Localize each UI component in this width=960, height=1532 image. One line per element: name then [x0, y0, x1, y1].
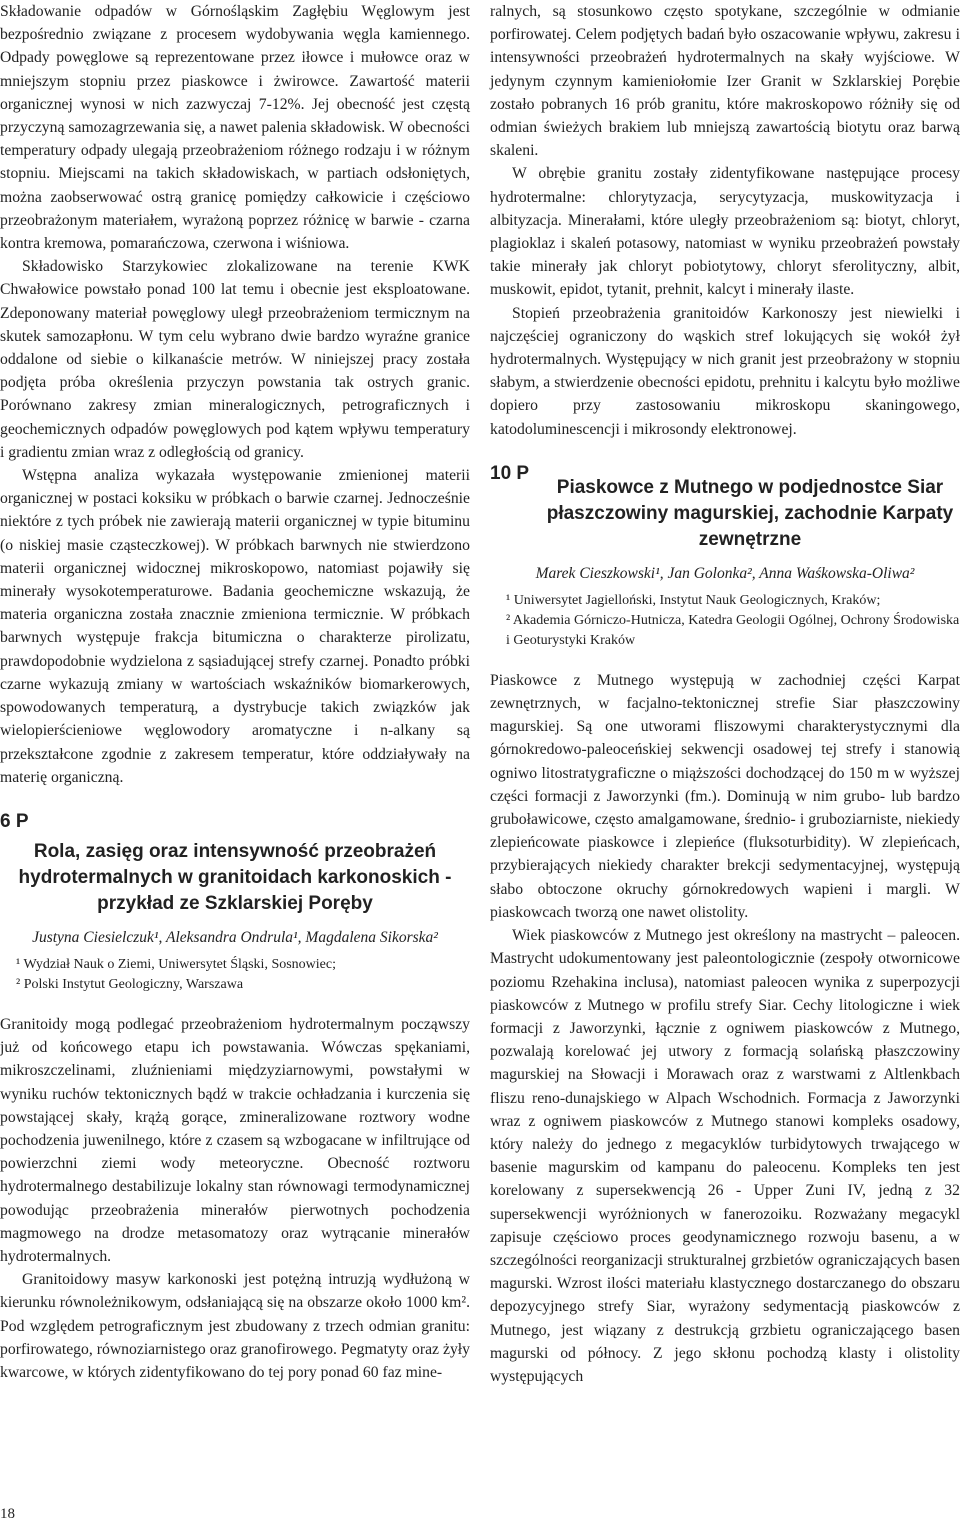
section-number: 10 P: [490, 462, 530, 484]
paragraph: Składowanie odpadów w Górnośląskim Zagłębiu Węglowym jest bezpośrednio związane z procesem wydobywania węgla kamiennego. Odpady powęglowe są reprezentowane przez iłowce i mułowce oraz w mniejszym stopniu przez piaskowce i żwirowce. Zawartość materii organicznej wynosi w nich zazwyczaj 7-12%. Jej obecność jest częstą przyczyną samozagrzewania się, a nawet palenia składowisk. W obecności temperatury odpady ulegają przeobrażeniom różnego rodzaju i w różnym stopniu. Miejscami na takich składowiskach, w partiach odsłoniętych, można zaobserwować ostrą granicę pomiędzy całkowicie i częściowo przeobrażonym materiałem, wyrażoną poprzez różnicę w barwie - czarna kontra kremowa, pomarańczowa, czerwona i wiśniowa.: [0, 3, 470, 253]
paragraph: ralnych, są stosunkowo często spotykane, szczególnie w odmianie porfirowatej. Celem podjętych badań było oszacowanie wpływu, zakresu i intensywności przeobrażeń hydrotermalnych na skały wyjściowe. W jedynym czynnym kamieniołomie Izer Granit w Szklarskiej Porębie zostało pobranych 16 prób granitu, które makroskopowo różniły się od odmian świeżych brakiem lub mniejszą zawartością biotytu oraz barwą skaleni.: [490, 3, 960, 160]
page-number: 18: [0, 1506, 15, 1522]
affiliation: ² Polski Instytut Geologiczny, Warszawa: [16, 976, 244, 992]
paragraph: Wstępna analiza wykazała występowanie zmienionej materii organicznej w postaci koksiku w próbkach o barwie czarnej. Jednocześnie niektóre z tych próbek nie zawierają materii organicznej w typie bituminu (o niskiej masie cząsteczkowej). W próbkach barwnych nie stwierdzono materii organicznej widocznej mikroskopowo, natomiast pojawiły się minerały wysokotemperaturowe. Badania geochemiczne wskazują, że materia organiczna została znacznie zmieniona termicznie. W próbkach barwnych występuje frakcja bitumiczna o charakterze pirolizatu, prawdopodobnie wydzielona z sąsiadującej strefy czarnej. Ponadto próbki czarne wykazują zmiany w wartościach wskaźników biomarkerowych, spowodowanych temperaturą, a dystrybucje takich związków jak wielopierścieniowe węglowodory aromatyczne i n-alkany są przekształcone zgodnie z zakresem temperatur, które oddziaływały na materię organiczną.: [0, 467, 470, 786]
paragraph: Wiek piaskowców z Mutnego jest określony na mastrycht – paleocen. Mastrycht udokumentowany jest paleontologicznie (zespoły otwornicowe poziomu Rzehakina inclusa), natomiast paleocen wynika z superpozycji piaskowców z Mutnego w profilu strefy Siar. Cechy litologiczne i wiek formacji z Jaworzynki, łącznie z ogniwem piaskowców z Mutnego, pozwalają korelować jej utwory z formacją solańską płaszczowiny magurskiej na Słowacji i Morawach oraz z warstwami z Altlenkbach fliszu reno-dunajskiego w Alpach Wschodnich. Formacja z Jaworzynki wraz z ogniwem piaskowców z Mutnego stanowi kompleks osadowy, który należy do jednego z megacyklów turbidytowych trwającego w basenie magurskim od kampanu do paleocenu. Kompleks ten jest korelowany z supersekwencją 26 - Upper Zuni IV, jedną z 32 supersekwencji wyróżnionych w fanerozoiku. Rozważany megacykl zapisuje częściowo proces geodynamicznego rozwoju basenu, a w szczególności reorganizacji strukturalnej grzbietów ograniczających basen magurski. Wzrost ilości materiału klastycznego dostarczanego do obszaru depozycyjnego strefy Siar, wyrażony sedymentacją piaskowców z Mutnego, jest wiązany z destrukcją grzbietu ograniczającego basen magurski od północy. Z jego skłonu pochodzą klasty i olistolity występujących: [490, 927, 960, 1385]
affiliations: [490, 591, 960, 651]
affiliations: [0, 955, 470, 995]
section-title: Piaskowce z Mutnego w podjednostce Siar płaszczowiny magurskiej, zachodnie Karpaty zewnętrzne: [546, 476, 954, 550]
section-number: 6 P: [0, 810, 29, 832]
authors: Marek Cieszkowski¹, Jan Golonka², Anna Waśkowska-Oliwa²: [535, 564, 915, 582]
section-title: Rola, zasięg oraz intensywność przeobrażeń hydrotermalnych w granitoidach karkonoskich - przykład ze Szklarskiej Poręby: [18, 840, 452, 914]
paragraph: Stopień przeobrażenia granitoidów Karkonoszy jest niewielki i najczęściej ograniczony do wąskich stref lokujących się wokół żył hydrotermalnych. Występujący w nich granit jest przeobrażony w stopniu słabym, a stwierdzenie obecności epidotu, prehnitu i kalcytu było możliwe dopiero przy zastosowaniu mikroskopu skaningowego, katodoluminescencji i mikrosondy elektronowej.: [490, 304, 960, 438]
authors: Justyna Ciesielczuk¹, Aleksandra Ondrula¹, Magdalena Sikorska²: [32, 928, 438, 946]
paragraph: Granitoidy mogą podlegać przeobrażeniom hydrotermalnym począwszy już od końcowego etapu ich powstawania. Wówczas spękaniami, mikroszczelinami, zluźnieniami międzyziarnowymi, powstałymi w wyniku ruchów tektonicznych bądź w trakcie ochładzania i kurczenia się powstającej skały, krążą gorące, zmineralizowane roztwory wodne pochodzenia juwenilnego, które z czasem są wzbogacane w infiltrujące od powierzchni ziemi wody meteoryczne. Obecność roztworu hydrotermalnego destabilizuje lokalny stan równowagi termodynamicznej powodując przeobrażenia minerałów pierwotnych pochodzenia magmowego na drodze metasomatozy oraz wytrącanie minerałów hydrotermalnych.: [0, 1015, 470, 1265]
section-header: [490, 463, 960, 563]
right-column: [490, 0, 960, 1388]
paragraph: Składowisko Starzykowiec zlokalizowane na terenie KWK Chwałowice powstało ponad 100 lat temu i obecnie jest eksploatowane. Zdeponowany materiał powęglowy uległ przeobrażeniom termicznym na skutek samozapłonu. W tym celu wybrano dwie bardzo wyraźne granice oddalone od siebie o kilkanaście metrów. W niniejszej pracy została podjęta próba określenia przyczyn powstania tak ostrych granic. Porównano zakresy zmian mineralogicznych, petrograficznych i geochemicznych odpadów powęglowych pod kątem wpływu temperatury i gradientu zmian wraz z odległością od granicy.: [0, 258, 470, 461]
affiliation: ¹ Wydział Nauk o Ziemi, Uniwersytet Śląski, Sosnowiec;: [16, 956, 336, 972]
left-column: [0, 0, 470, 1384]
paragraph: Piaskowce z Mutnego występują w zachodniej części Karpat zewnętrznych, w facjalno-tektonicznej strefie Siar płaszczowiny magurskiej. Są one utworami fliszowymi charakterystycznymi dla górnokredowo-paleoceńskiej sekwencji osadowej tej strefy i stanowią ogniwo litostratygraficzne o miąższości dochodzącej do 150 m w wyższej części formacji z Jaworzynki (fm.). Dominują w nim grubo- lub bardzo gruboławicowe, często amalgamowane, średnio- i gruboziarniste, niekiedy zlepieńcowate piaskowce i zlepieńce (fluksoturbidity). W zlepieńcach, przybierających niekiedy charakter brekcji sedymentacyjnej, występują słabo obtoczone okruchy górnokredowych wapieni i margli. W piaskowcach tworzą one nawet olistolity.: [490, 671, 960, 921]
affiliation: ² Akademia Górniczo-Hutnicza, Katedra Geologii Ogólnej, Ochrony Środowiska i Geoturystyki Kraków: [506, 612, 960, 648]
paragraph: Granitoidowy masyw karkonoski jest potężną intruzją wydłużoną w kierunku równoleżnikowym, odsłaniającą się na obszarze około 1000 km². Pod względem petrograficznym jest zbudowany z trzech odmian granitu: porfirowatego, równoziarnistego oraz granofirowego. Pegmatyty oraz żyły kwarcowe, w których zidentyfikowano do tej pory ponad 60 faz mine-: [0, 1271, 470, 1381]
affiliation: ¹ Uniwersytet Jagielloński, Instytut Nauk Geologicznych, Kraków;: [506, 592, 881, 608]
paragraph: W obrębie granitu zostały zidentyfikowane następujące procesy hydrotermalne: chlorytyzacja, serycytyzacja, muskowityzacja i albityzacja. Minerałami, które uległy przeobrażeniom są: biotyt, chloryt, plagioklaz i skaleń potasowy, natomiast w wyniku przeobrażeń powstały takie minerały jak chloryt pobiotytowy, chloryt sferolityczny, albit, muskowit, epidot, tytanit, prehnit, kalcyt i minerały ilaste.: [490, 165, 960, 299]
